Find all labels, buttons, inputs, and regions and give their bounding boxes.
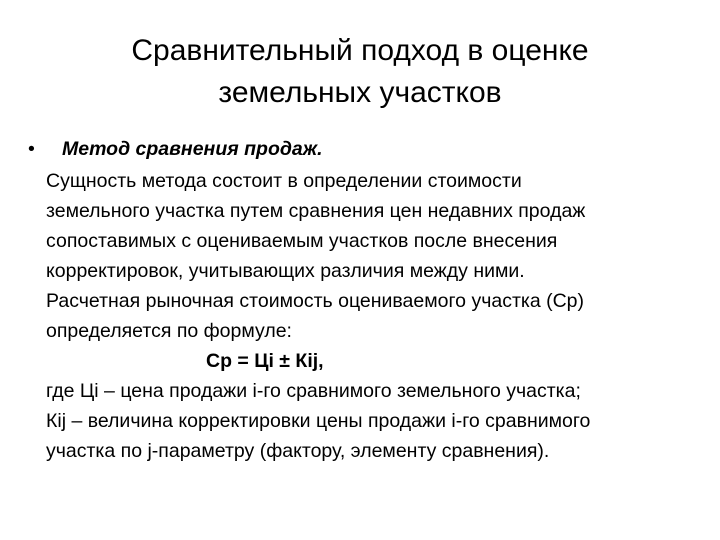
paragraph-line-5: Расчетная рыночная стоимость оцениваемого участка (Ср) — [46, 290, 585, 312]
paragraph-line-4: корректировок, учитывающих различия между ними. — [46, 260, 525, 282]
slide-title — [40, 30, 680, 114]
method-heading: Метод сравнения продаж. — [62, 138, 323, 160]
slide-title-line-1: Сравнительный подход в оценке — [131, 34, 589, 67]
formula: Ср = Цi ± Кij, — [206, 350, 324, 372]
bullet-item — [28, 134, 696, 164]
slide-body — [28, 134, 696, 466]
explanation-line-2: Кij – величина корректировки цены продажи i-го сравнимого — [46, 410, 591, 432]
bullet-dot-icon: • — [28, 138, 35, 160]
explanation-line-3: участка по j-параметру (фактору, элементу сравнения). — [46, 440, 550, 462]
paragraph-line-6: определяется по формуле: — [46, 320, 292, 342]
slide-title-line-2: земельных участков — [218, 76, 502, 109]
explanation-line-1: где Цi – цена продажи i-го сравнимого земельного участка; — [46, 380, 581, 402]
paragraph-line-1: Сущность метода состоит в определении стоимости — [46, 170, 522, 192]
paragraph-line-2: земельного участка путем сравнения цен недавних продаж — [46, 200, 586, 222]
paragraph-line-3: сопоставимых с оцениваемым участков после внесения — [46, 230, 558, 252]
